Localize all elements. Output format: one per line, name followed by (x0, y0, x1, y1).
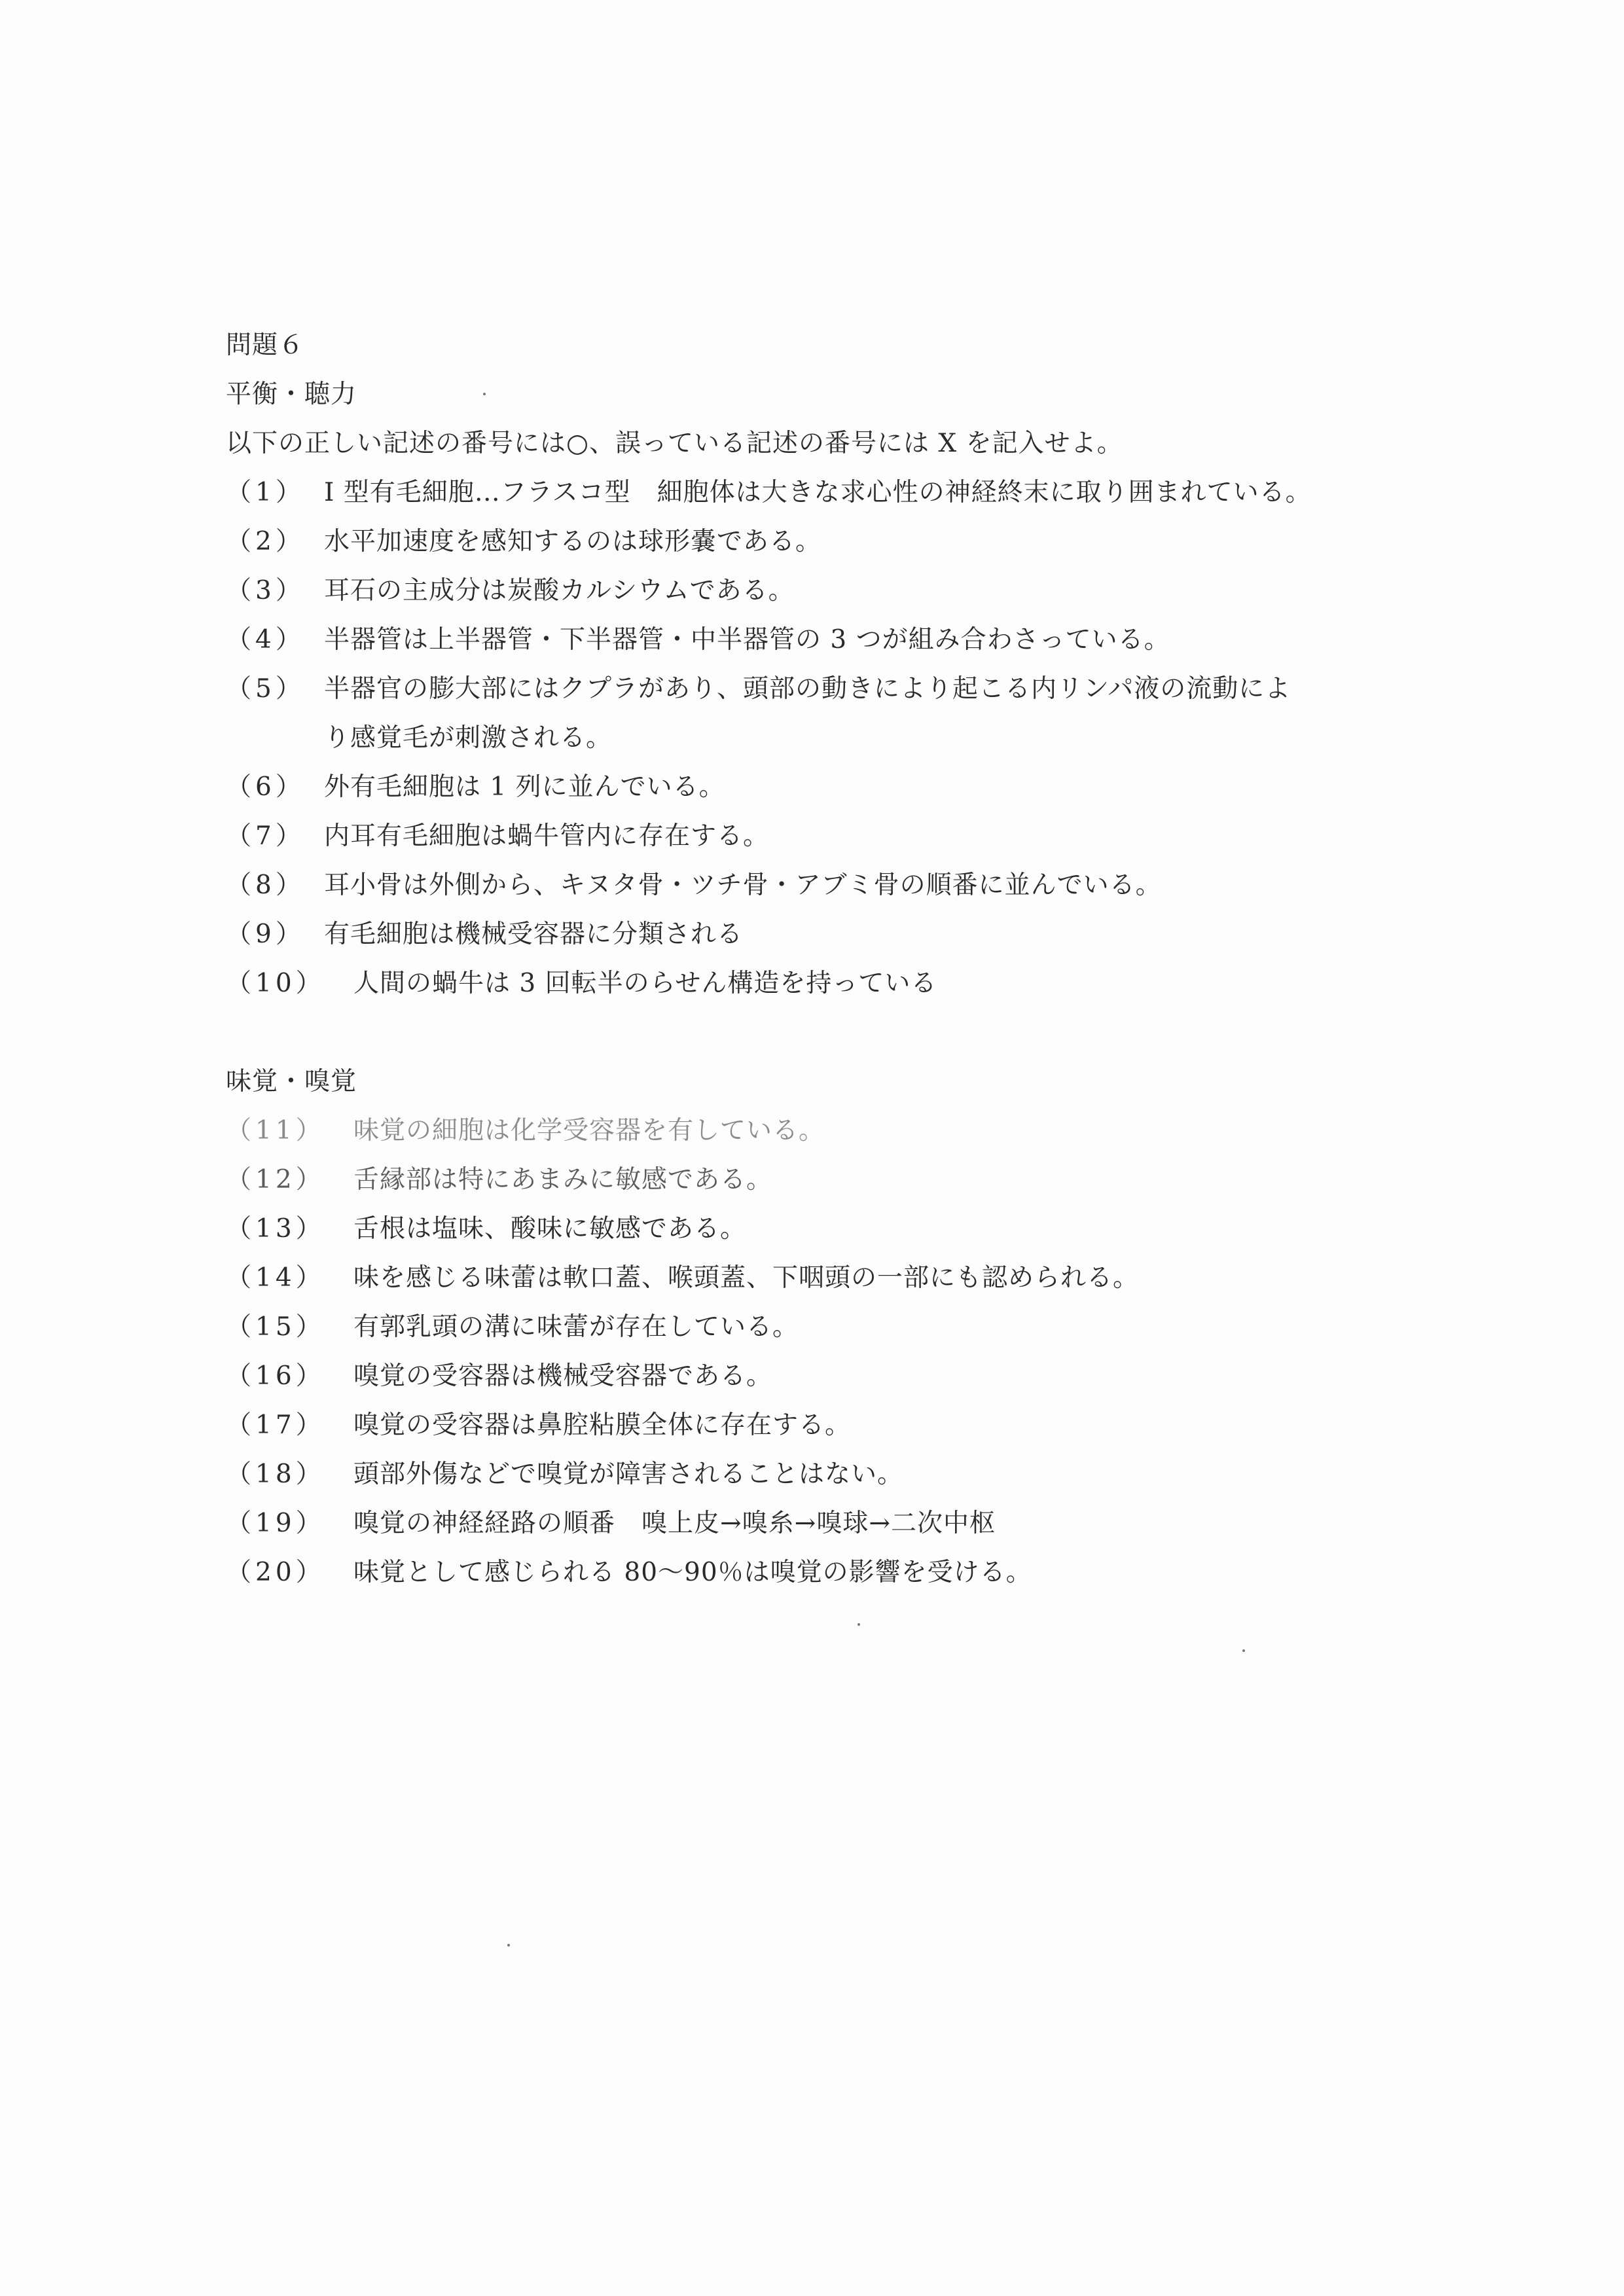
instruction-text: 以下の正しい記述の番号には○、誤っている記述の番号には X を記入せよ。 (226, 429, 1123, 458)
item-text: 有毛細胞は機械受容器に分類される (324, 920, 744, 949)
item-text: 有郭乳頭の溝に味蕾が存在している。 (353, 1312, 799, 1342)
item-text: 半器官の膨大部にはクプラがあり、頭部の動きにより起こる内リンパ液の流動によ (324, 674, 1291, 704)
list-item (226, 1401, 1470, 1450)
item-number: （1） (226, 478, 305, 507)
document-body (226, 321, 1470, 1597)
list-item (226, 615, 1470, 664)
item-number: （20） (226, 1558, 325, 1587)
list-item (226, 1302, 1470, 1352)
list-item (226, 1548, 1470, 1597)
item-text: 味覚の細胞は化学受容器を有している。 (353, 1116, 825, 1145)
problem-title: 問題６ (226, 331, 305, 360)
item-number: （10） (226, 969, 325, 998)
list-item (226, 1106, 1470, 1155)
item-number: （15） (226, 1312, 325, 1342)
item-text: 耳小骨は外側から、キヌタ骨・ツチ骨・アブミ骨の順番に並んでいる。 (324, 870, 1162, 900)
item-text: 舌縁部は特にあまみに敏感である。 (353, 1165, 773, 1194)
item-text-continuation: り感覚毛が刺激される。 (324, 723, 613, 753)
list-item (226, 812, 1470, 861)
list-item (226, 517, 1470, 566)
item-number: （5） (226, 674, 305, 704)
item-number: （4） (226, 625, 305, 655)
list-item (226, 910, 1470, 959)
item-text: 嗅覚の受容器は鼻腔粘膜全体に存在する。 (353, 1410, 852, 1440)
list-item (226, 959, 1470, 1008)
item-text: 人間の蝸牛は 3 回転半のらせん構造を持っている (353, 969, 937, 998)
item-text: 舌根は塩味、酸味に敏感である。 (353, 1214, 747, 1244)
section-heading-taste-smell: 味覚・嗅覚 (226, 1067, 357, 1096)
item-number: （6） (226, 772, 305, 802)
item-number: （9） (226, 920, 305, 949)
item-text: 水平加速度を感知するのは球形嚢である。 (324, 527, 822, 556)
item-text: 嗅覚の受容器は機械受容器である。 (353, 1361, 773, 1391)
item-text: 頭部外傷などで嗅覚が障害されることはない。 (353, 1460, 904, 1489)
list-item (226, 664, 1470, 713)
item-text: 嗅覚の神経経路の順番 嗅上皮→嗅糸→嗅球→二次中枢 (353, 1509, 996, 1538)
scan-speck (1242, 1649, 1245, 1652)
list-item (226, 1204, 1470, 1253)
item-text: 味覚として感じられる 80～90％は嗅覚の影響を受ける。 (353, 1558, 1032, 1587)
item-number: （11） (226, 1116, 325, 1145)
item-number: （14） (226, 1263, 325, 1293)
item-number: （7） (226, 821, 305, 851)
item-number: （16） (226, 1361, 325, 1391)
section-heading-balance-hearing: 平衡・聴力 (226, 380, 357, 409)
list-item (226, 566, 1470, 615)
item-number: （13） (226, 1214, 325, 1244)
list-item (226, 1499, 1470, 1548)
scan-speck (483, 393, 486, 395)
item-text: 外有毛細胞は 1 列に並んでいる。 (324, 772, 725, 802)
list-item (226, 1253, 1470, 1302)
list-item (226, 861, 1470, 910)
item-text: 半器管は上半器管・下半器管・中半器管の 3 つが組み合わさっている。 (324, 625, 1170, 655)
item-number: （3） (226, 576, 305, 605)
item-number: （19） (226, 1509, 325, 1538)
section-spacer (226, 1008, 1470, 1057)
item-number: （18） (226, 1460, 325, 1489)
list-item (226, 1352, 1470, 1401)
list-item (226, 1450, 1470, 1499)
list-item (226, 468, 1470, 517)
item-text: 耳石の主成分は炭酸カルシウムである。 (324, 576, 795, 605)
scan-speck (857, 1623, 860, 1626)
item-text: I 型有毛細胞…フラスコ型 細胞体は大きな求心性の神経終末に取り囲まれている。 (324, 478, 1312, 507)
list-item (226, 762, 1470, 812)
list-item (226, 1155, 1470, 1204)
item-number: （17） (226, 1410, 325, 1440)
scan-speck (507, 1944, 510, 1946)
item-number: （8） (226, 870, 305, 900)
item-number: （12） (226, 1165, 325, 1194)
item-number: （2） (226, 527, 305, 556)
item-text: 味を感じる味蕾は軟口蓋、喉頭蓋、下咽頭の一部にも認められる。 (353, 1263, 1140, 1293)
item-text: 内耳有毛細胞は蝸牛管内に存在する。 (324, 821, 770, 851)
